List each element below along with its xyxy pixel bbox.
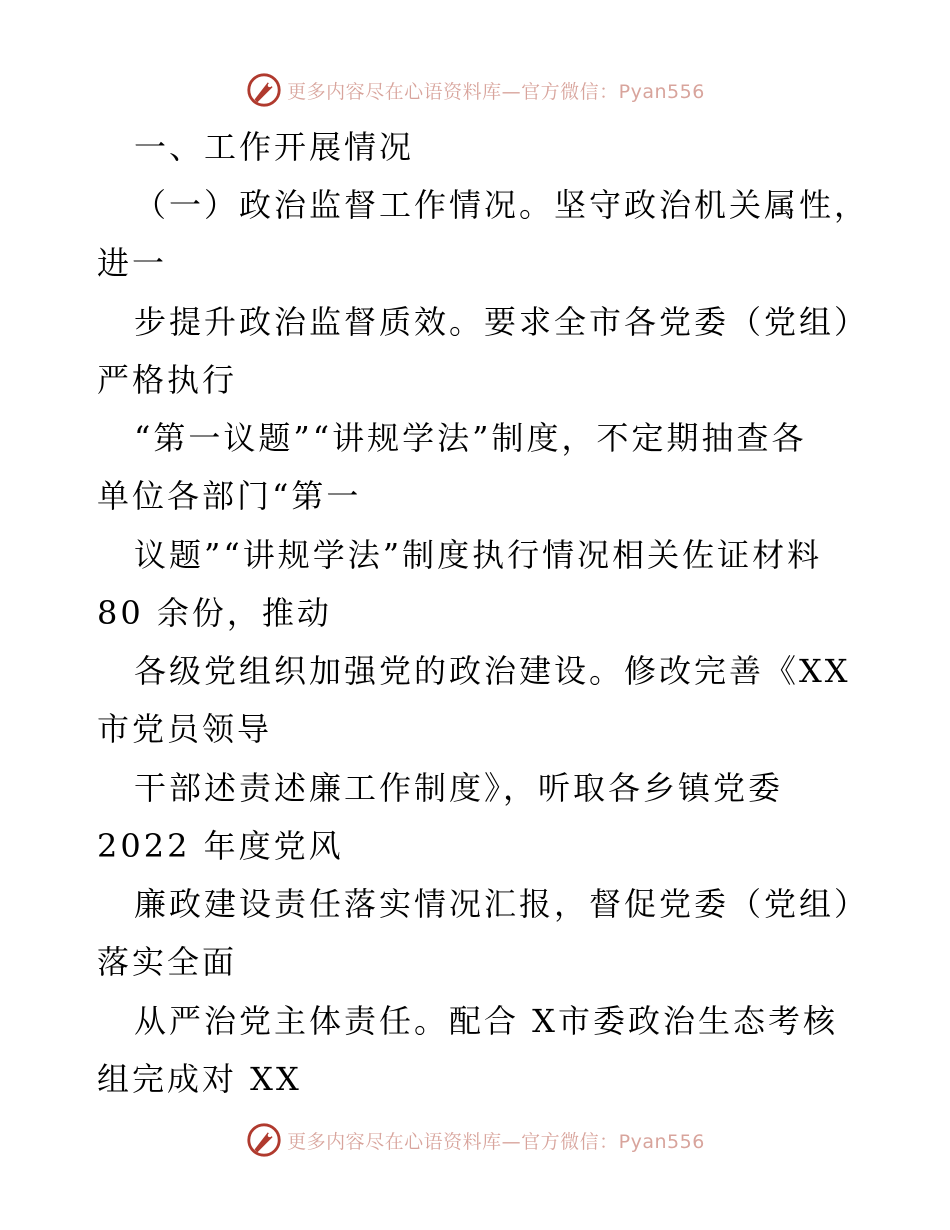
watermark-text: 更多内容尽在心语资料库—官方微信：Pyan556 bbox=[287, 80, 705, 103]
watermark-text: 更多内容尽在心语资料库—官方微信：Pyan556 bbox=[287, 1130, 705, 1153]
pen-nib-icon bbox=[245, 1121, 283, 1159]
watermark-banner-bottom bbox=[0, 1118, 950, 1162]
paragraph-line: 从严治党主体责任。配合 X市委政治生态考核 bbox=[134, 1002, 838, 1040]
paragraph-line: 干部述责述廉工作制度》，听取各乡镇党委 bbox=[134, 769, 784, 807]
paragraph-line: 步提升政治监督质效。要求全市各党委（党组） bbox=[134, 303, 870, 341]
paragraph-line: 组完成对 XX bbox=[97, 1060, 302, 1098]
paragraph-line: 单位各部门“第一 bbox=[97, 477, 362, 515]
section-heading: 一、工作开展情况 bbox=[134, 128, 415, 166]
paragraph-line: 市党员领导 bbox=[97, 710, 273, 748]
paragraph-line: 落实全面 bbox=[97, 943, 238, 981]
paragraph-line: 议题”“讲规学法”制度执行情况相关佐证材料 bbox=[134, 536, 823, 574]
paragraph-line: 廉政建设责任落实情况汇报，督促党委（党组） bbox=[134, 885, 870, 923]
paragraph-line: 进一 bbox=[97, 244, 168, 282]
paragraph-line: 80 余份，推动 bbox=[97, 594, 332, 632]
paragraph-line: “第一议题”“讲规学法”制度，不定期抽查各 bbox=[134, 419, 807, 457]
paragraph-line: （一）政治监督工作情况。坚守政治机关属性， bbox=[134, 186, 870, 224]
paragraph-line: 2022 年度党风 bbox=[97, 827, 344, 865]
paragraph-line: 各级党组织加强党的政治建设。修改完善《XX bbox=[134, 652, 851, 690]
paragraph-line: 严格执行 bbox=[97, 361, 238, 399]
